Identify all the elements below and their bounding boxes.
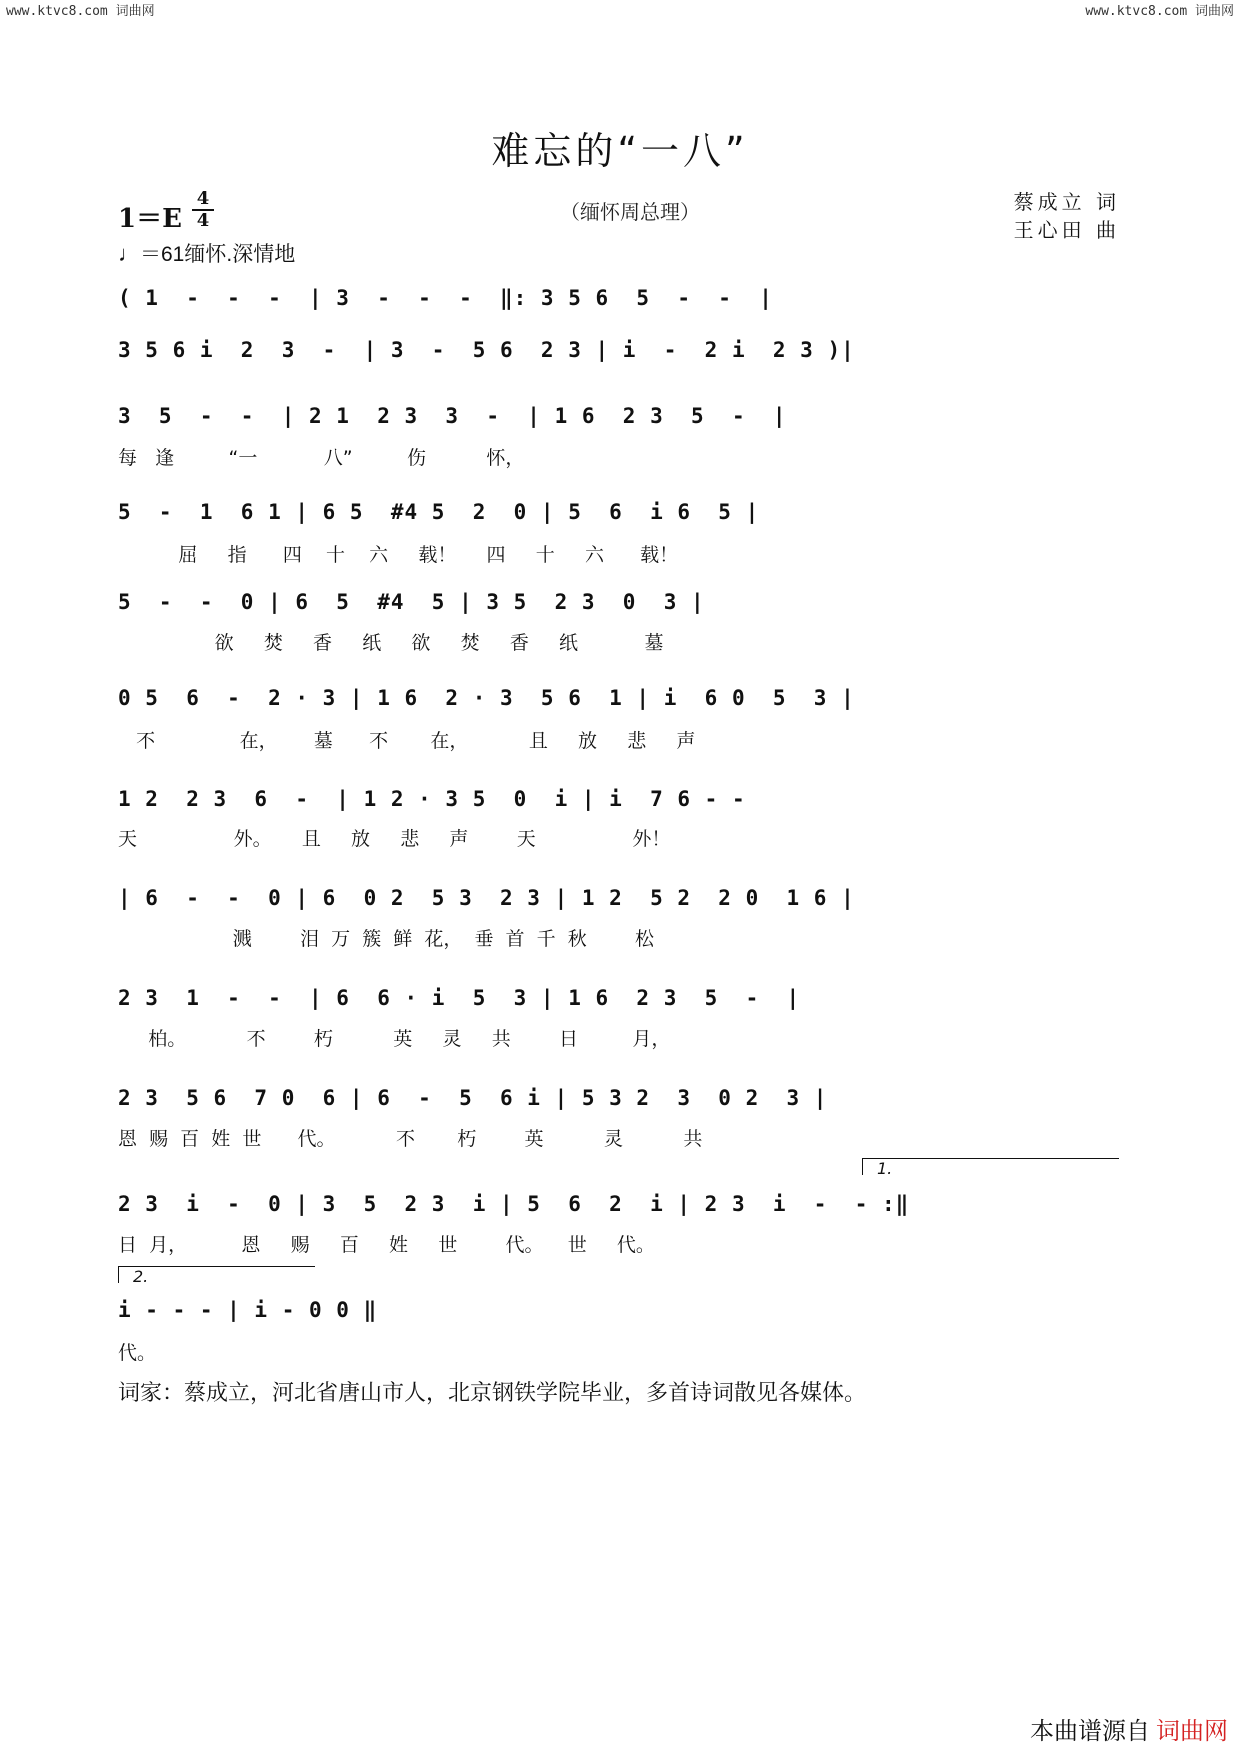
score-line-10: 2 3 5 6 7 0 6 | 6 - 5 6 i | 5 3 2 3 0 2 3 | <box>118 1086 828 1110</box>
score-line-9: 2 3 1 - - | 6 6 · i 5 3 | 1 6 2 3 5 - | <box>118 986 801 1010</box>
lyric-line-11: 日 月， 恩 赐 百 姓 世 代。 世 代。 <box>118 1234 655 1256</box>
composer-credit: 王心田 曲 <box>1013 218 1120 242</box>
page-title: 难忘的“一八” <box>491 129 749 173</box>
header-left: www.ktvc8.com 词曲网 <box>6 4 155 19</box>
lyric-line-8: 溅 泪 万 簇 鲜 花， 垂 首 千 秋 松 <box>118 928 655 950</box>
footer <box>1030 1711 1228 1746</box>
score-line-11: 2 3 i - 0 | 3 5 2 3 i | 5 6 2 i | 2 3 i - - :‖ <box>118 1192 910 1216</box>
lyric-line-5: 欲 焚 香 纸 欲 焚 香 纸 墓 <box>118 632 664 654</box>
quarter-note-icon: ♩ <box>118 241 140 266</box>
lyric-line-10: 恩 赐 百 姓 世 代。 不 朽 英 灵 共 <box>118 1128 703 1150</box>
lyricist-bio: 词家：蔡成立，河北省唐山市人，北京钢铁学院毕业，多首诗词散见各媒体。 <box>118 1381 867 1406</box>
volta-first: 1. <box>862 1158 1119 1175</box>
subtitle: （缅怀周总理） <box>560 200 700 224</box>
score-line-5: 5 - - 0 | 6 5 #4 5 | 3 5 2 3 0 3 | <box>118 590 705 614</box>
score-line-3: 3 5 - - | 2 1 2 3 3 - | 1 6 2 3 5 - | <box>118 404 787 428</box>
score-line-2: 3 5 6 i 2 3 - | 3 - 5 6 2 3 | i - 2 i 2 3 )| <box>118 338 855 362</box>
lyric-line-4: 屈 指 四 十 六 载！ 四 十 六 载！ <box>118 544 679 566</box>
header-right: www.ktvc8.com 词曲网 <box>1085 4 1234 19</box>
lyric-line-6: 不 在， 墓 不 在， 且 放 悲 声 <box>118 730 696 752</box>
time-signature-bottom: 4 <box>196 210 210 231</box>
footer-brand-link[interactable]: 词曲网 <box>1156 1717 1228 1745</box>
lyricist-credit: 蔡成立 词 <box>1013 190 1120 214</box>
score-line-6: 0 5 6 - 2 · 3 | 1 6 2 · 3 5 6 1 | i 6 0 5 3 | <box>118 686 855 710</box>
score-line-8: | 6 - - 0 | 6 0 2 5 3 2 3 | 1 2 5 2 2 0 1 6 | <box>118 886 855 910</box>
lyric-line-12: 代。 <box>118 1342 157 1364</box>
lyric-line-7: 天 外。 且 放 悲 声 天 外！ <box>118 828 671 850</box>
score-line-1: ( 1 - - - | 3 - - - ‖: 3 5 6 5 - - | <box>118 286 773 310</box>
time-signature <box>192 190 214 230</box>
key-signature: 1＝E <box>118 204 182 234</box>
tempo-text: ＝61缅怀.深情地 <box>140 243 296 266</box>
footer-text: 本曲谱源自 <box>1030 1717 1150 1745</box>
score-line-12: i - - - | i - 0 0 ‖ <box>118 1298 378 1322</box>
score-line-7: 1 2 2 3 6 - | 1 2 · 3 5 0 i | i 7 6 - - <box>118 787 760 811</box>
volta-second: 2. <box>118 1266 315 1283</box>
time-signature-top: 4 <box>196 188 210 209</box>
lyric-line-3: 每 逢 “一 八” 伤 怀， <box>118 447 525 469</box>
tempo-marking <box>118 238 295 268</box>
score-line-4: 5 - 1 6 1 | 6 5 #4 5 2 0 | 5 6 i 6 5 | <box>118 500 760 524</box>
lyric-line-9: 柏。 不 朽 英 灵 共 日 月， <box>118 1028 671 1050</box>
